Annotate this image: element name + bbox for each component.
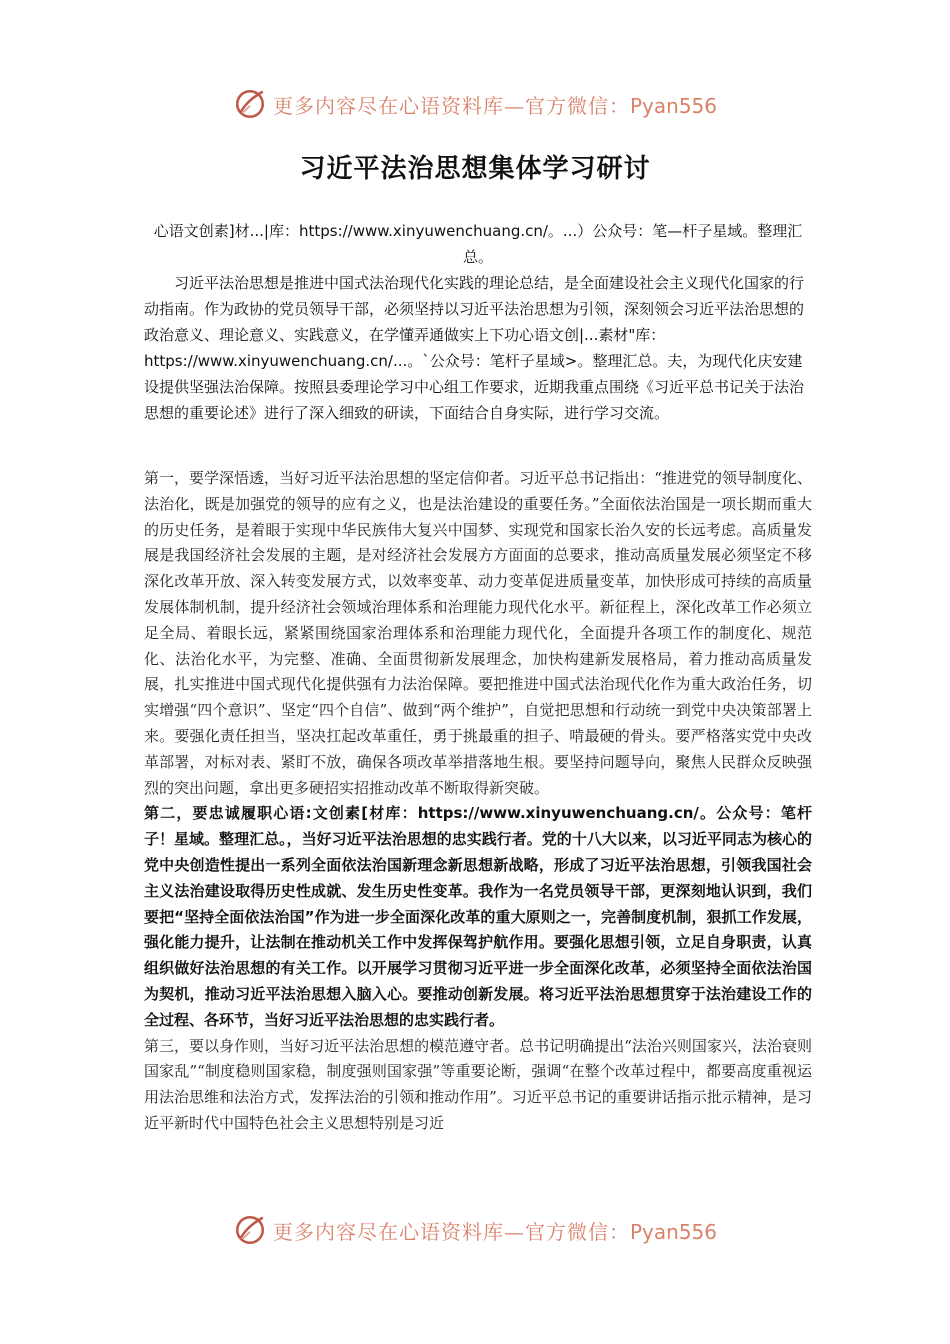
footer-watermark-banner xyxy=(0,1210,950,1250)
wechat-id: Pyan556 xyxy=(629,1219,717,1244)
section-third: 第三，要以身作则，当好习近平法治思想的模范遵守者。总书记明确提出“法治兴则国家兴，法治衰则国家乱”“制度稳则国家稳，制度强则国家强”等重要论断，强调“在整个改革过程中，都要高度重视运用法治思维和法治方式，发挥法治的引领和推动作用”。习近平总书记的重要讲话指示批示精神，是习近平新时代中国特色社会主义思想特别是习近 xyxy=(144,1036,812,1132)
body-text xyxy=(144,466,812,1137)
brand-logo-icon xyxy=(233,87,267,121)
section-second: 第二，要忠诚履职心语:文创素[材库：https://www.xinyuwenchuang.cn/。公众号：笔杆子！星域。整理汇总。，当好习近平法治思想的忠实践行者。党的十八大以来，以习近平同志为核心的党中央创造性提出一系列全面依法治国新理念新思想新战略，形成了习近平法治思想，引领我国社会主义法治建设取得历史性成就、发生历史性变革。我作为一名党员领导干部，更深刻地认识到，我们要把“坚持全面依法治国”作为进一步全面深化改革的重大原则之一，完善制度机制，狠抓工作发展，强化能力提升，让法制在推动机关工作中发挥保驾护航作用。要强化思想引领，立足自身职责，认真组织做好法治思想的有关工作。以开展学习贯彻习近平进一步全面深化改革，必须坚持全面依法治国为契机，推动习近平法治思想入脑入心。要推动创新发展。将习近平法治思想贯穿于法治建设工作的全过程、各环节，当好习近平法治思想的忠实践行者。 xyxy=(144,804,812,1029)
brand-logo-icon xyxy=(233,1213,267,1247)
banner-text: 更多内容尽在心语资料库—官方微信：Pyan556 xyxy=(272,93,717,118)
intro-block xyxy=(144,218,812,426)
intro-paragraph: 习近平法治思想是推进中国式法治现代化实践的理论总结，是全面建设社会主义现代化国家的行动指南。作为政协的党员领导干部，必须坚持以习近平法治思想为引领，深刻领会习近平法治思想的政治意义、理论意义、实践意义，在学懂弄通做实上下功心语文创|...素材"库：https://www.xinyuwenchuang.cn/...。`公众号：笔杆子星域>。整理汇总。夫，为现代化庆安建设提供坚强法治保障。按照县委理论学习中心组工作要求，近期我重点围绕《习近平总书记关于法治思想的重要论述》进行了深入细致的研读，下面结合自身实际，进行学习交流。 xyxy=(144,274,805,422)
wechat-id: Pyan556 xyxy=(629,93,717,118)
banner-text: 更多内容尽在心语资料库—官方微信：Pyan556 xyxy=(272,1219,717,1244)
section-first: 第一，要学深悟透，当好习近平法治思想的坚定信仰者。习近平总书记指出：“推进党的领导制度化、法治化，既是加强党的领导的应有之义，也是法治建设的重要任务。”全面依法治国是一项长期而重大的历史任务，是着眼于实现中华民族伟大复兴中国梦、实现党和国家长治久安的长远考虑。高质量发展是我国经济社会发展的主题，是对经济社会发展方方面面的总要求，推动高质量发展必须坚定不移深化改革开放、深入转变发展方式，以效率变革、动力变革促进质量变革，加快形成可持续的高质量发展体制机制，提升经济社会领域治理体系和治理能力现代化水平。新征程上，深化改革工作必须立足全局、着眼长远，紧紧围绕国家治理体系和治理能力现代化，全面提升各项工作的制度化、规范化、法治化水平，为完整、准确、全面贯彻新发展理念，加快构建新发展格局，着力推动高质量发展，扎实推进中国式现代化提供强有力法治保障。要把推进中国式法治现代化作为重大政治任务，切实增强“四个意识”、坚定“四个自信”、做到“两个维护”，自觉把思想和行动统一到党中央决策部署上来。要强化责任担当，坚决扛起改革重任，勇于挑最重的担子、啃最硬的骨头。要严格落实党中央改革部署，对标对表、紧盯不放，确保各项改革举措落地生根。要坚持问题导向，聚焦人民群众反映强烈的突出问题，拿出更多硬招实招推动改革不断取得新突破。 xyxy=(144,469,812,797)
page-title: 习近平法治思想集体学习研讨 xyxy=(299,154,651,184)
source-line: 心语文创素]材...|库：https://www.xinyuwenchuang.cn/。...）公众号：笔—杆子星域。整理汇总。 xyxy=(153,222,803,266)
header-watermark-banner xyxy=(0,84,950,124)
